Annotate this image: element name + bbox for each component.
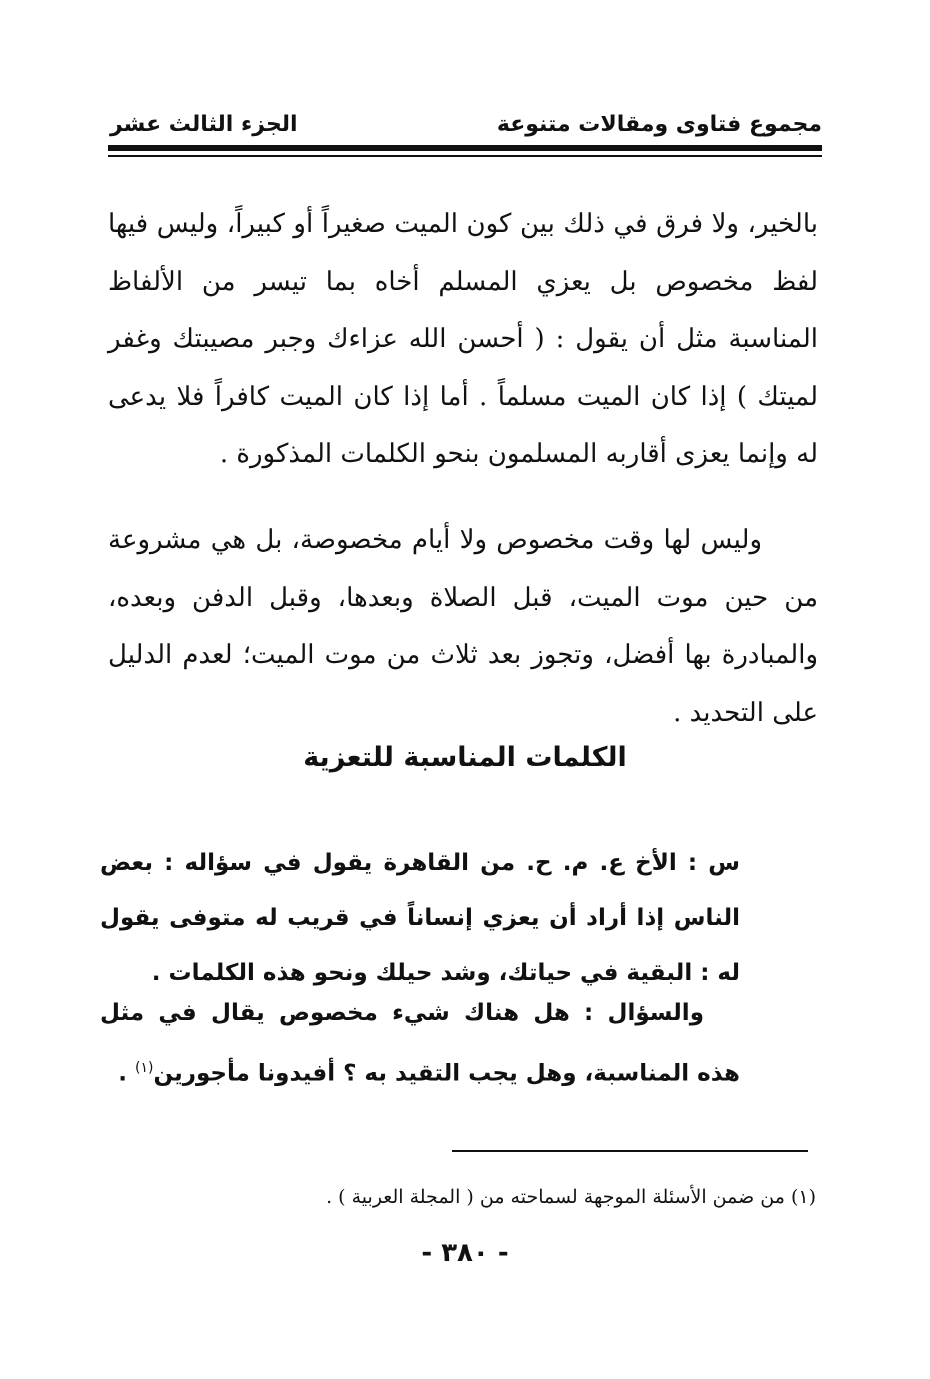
section-heading: الكلمات المناسبة للتعزية [303,742,627,773]
page-number: - ٣٨٠ - [421,1238,509,1268]
body-paragraph-1: بالخير، ولا فرق في ذلك بين كون الميت صغيراً أو كبيراً، وليس فيها لفظ مخصوص بل يعزي المسلم أخاه بما تيسر من الألفاظ المناسبة مثل أن يقول : ( أحسن الله عزاءك وجبر مصيبتك وغفر لميتك ) إذا كان الميت مسلماً . أما إذا كان الميت كافراً فلا يدعى له وإنما يعزى أقاربه المسلمون بنحو الكلمات المذكورة . [108,209,818,469]
question-text: والسؤال : هل هناك شيء مخصوص يقال في مثل هذه المناسبة، وهل يجب التقيد به ؟ أفيدونا مأجورين [100,1000,740,1087]
question-ending: . [118,1060,135,1087]
header-rule-thin [108,155,822,157]
book-title: مجموع فتاوى ومقالات متنوعة [496,112,822,137]
footnote-rule [452,1150,808,1152]
body-paragraph-2: وليس لها وقت مخصوص ولا أيام مخصوصة، بل هي مشروعة من حين موت الميت، قبل الصلاة وبعدها، وقبل الدفن وبعده، والمبادرة بها أفضل، وتجوز بعد ثلاث من موت الميت؛ لعدم الدليل على التحديد . [108,525,818,728]
question-paragraph-2 [100,986,740,1102]
header-rule-thick [108,145,822,151]
page-header [110,112,822,146]
question-paragraph-1: س : الأخ ع. م. ح. من القاهرة يقول في سؤاله : بعض الناس إذا أراد أن يعزي إنساناً في قريب له متوفى يقول له : البقية في حياتك، وشد حيلك ونحو هذه الكلمات . [100,850,740,986]
volume-label: الجزء الثالث عشر [110,112,298,137]
footnote: (١) من ضمن الأسئلة الموجهة لسماحته من ( المجلة العربية ) . [326,1186,816,1208]
footnote-marker: (١) [134,1060,154,1076]
